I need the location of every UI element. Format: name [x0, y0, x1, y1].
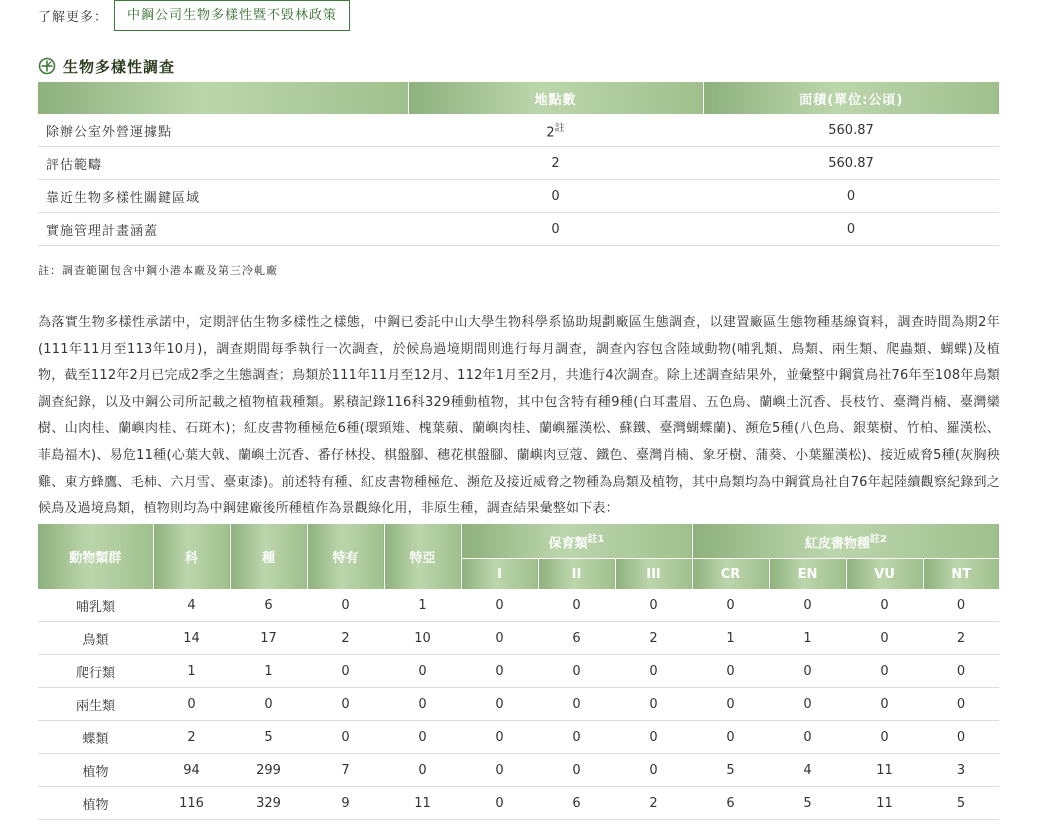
table-cell: 14: [153, 622, 230, 655]
table-cell: 0: [923, 589, 999, 622]
table-cell: 1: [769, 622, 846, 655]
subheader-cell: I: [461, 559, 538, 590]
row-label: 兩生類: [38, 688, 153, 721]
table-cell: 5: [769, 787, 846, 820]
table-cell: 5: [923, 787, 999, 820]
section-title: [38, 55, 175, 77]
table-cell: 4: [769, 754, 846, 787]
table-row: [38, 114, 999, 147]
table-cell: 0: [384, 655, 461, 688]
table-cell: 2: [923, 622, 999, 655]
table-cell: 5: [230, 721, 307, 754]
table-cell: 0: [230, 688, 307, 721]
table-cell: 0: [307, 721, 384, 754]
table-cell: 0: [384, 754, 461, 787]
table-cell: 0: [769, 721, 846, 754]
survey-sites-table: [38, 82, 999, 246]
table-cell: 17: [230, 622, 307, 655]
table-cell: 2: [615, 787, 692, 820]
table-cell: 0: [846, 721, 923, 754]
table-row: [38, 754, 999, 787]
table-cell: 0: [538, 655, 615, 688]
table-cell: 5: [692, 754, 769, 787]
table-cell: 1: [692, 622, 769, 655]
table-cell: 2: [153, 721, 230, 754]
table-cell: 0: [461, 655, 538, 688]
table-cell: 4: [153, 589, 230, 622]
row-label: 爬行類: [38, 655, 153, 688]
table-cell: 0: [461, 787, 538, 820]
site-count: 2: [408, 147, 703, 180]
table-cell: 11: [846, 787, 923, 820]
table-cell: 299: [230, 754, 307, 787]
table-cell: 329: [230, 787, 307, 820]
table-cell: 0: [692, 655, 769, 688]
species-table-body: [38, 589, 999, 820]
area-value: 560.87: [703, 147, 999, 180]
table-cell: 0: [769, 655, 846, 688]
table-cell: 6: [538, 787, 615, 820]
table-cell: 0: [615, 655, 692, 688]
row-label: 評估範疇: [38, 147, 408, 180]
site-count: $2^註$: [408, 114, 703, 147]
table-row: [38, 622, 999, 655]
row-label: 除辦公室外營運據點: [38, 114, 408, 147]
table-header-cell: 地點數: [408, 82, 703, 114]
row-label: 蝶類: [38, 721, 153, 754]
table-cell: 7: [307, 754, 384, 787]
subheader-cell: II: [538, 559, 615, 590]
row-label: 植物: [38, 754, 153, 787]
header-protected: 保育類$^{註1}$: [461, 524, 692, 559]
table-cell: 0: [538, 754, 615, 787]
leaf-circle-icon: [38, 57, 56, 75]
table-cell: 0: [692, 688, 769, 721]
table-cell: 0: [769, 688, 846, 721]
table-cell: 0: [769, 589, 846, 622]
header-group: 動物類群: [38, 524, 153, 589]
area-value: 0: [703, 180, 999, 213]
table-cell: 0: [461, 589, 538, 622]
table-cell: 0: [615, 688, 692, 721]
table-cell: 0: [461, 754, 538, 787]
table-row: [38, 213, 999, 246]
note-marker: 註2: [869, 534, 887, 546]
table-cell: 1: [230, 655, 307, 688]
table-cell: 9: [307, 787, 384, 820]
table-cell: 0: [846, 622, 923, 655]
table-cell: 1: [153, 655, 230, 688]
table-cell: 6: [692, 787, 769, 820]
section-title-text: 生物多樣性調查: [63, 57, 176, 76]
row-label: 靠近生物多樣性關鍵區域: [38, 180, 408, 213]
table-cell: 0: [461, 688, 538, 721]
table-row: [38, 787, 999, 820]
row-label: 鳥類: [38, 622, 153, 655]
table-cell: 11: [846, 754, 923, 787]
site-count: 0: [408, 213, 703, 246]
row-label: 實施管理計畫涵蓋: [38, 213, 408, 246]
subheader-cell: VU: [846, 559, 923, 590]
table-cell: 2: [307, 622, 384, 655]
table-cell: 0: [153, 688, 230, 721]
area-value: 0: [703, 213, 999, 246]
table-cell: 0: [615, 721, 692, 754]
subheader-cell: III: [615, 559, 692, 590]
table-row: [38, 655, 999, 688]
table-cell: 0: [384, 688, 461, 721]
table-cell: 2: [615, 622, 692, 655]
table-cell: 0: [923, 721, 999, 754]
table-header-cell: [38, 82, 408, 114]
header-family: 科: [153, 524, 230, 589]
species-summary-table: [38, 524, 999, 820]
table-cell: 0: [384, 721, 461, 754]
table-row: [38, 721, 999, 754]
table-cell: 0: [461, 622, 538, 655]
table-cell: 0: [692, 721, 769, 754]
table-cell: 94: [153, 754, 230, 787]
row-label: 哺乳類: [38, 589, 153, 622]
table-cell: 11: [384, 787, 461, 820]
table-cell: 10: [384, 622, 461, 655]
biodiversity-policy-link[interactable]: 中鋼公司生物多樣性暨不毀林政策: [114, 0, 350, 31]
table-cell: 0: [307, 589, 384, 622]
header-endemic: 特有: [307, 524, 384, 589]
table-row: [38, 180, 999, 213]
table-cell: 3: [923, 754, 999, 787]
table-cell: 0: [846, 655, 923, 688]
table-cell: 1: [384, 589, 461, 622]
table-cell: 0: [923, 655, 999, 688]
table-row: [38, 688, 999, 721]
subheader-cell: NT: [923, 559, 999, 590]
table-cell: 0: [615, 589, 692, 622]
table-cell: 0: [923, 688, 999, 721]
table-cell: 6: [538, 622, 615, 655]
table-cell: 0: [846, 589, 923, 622]
note-marker: 註1: [587, 534, 605, 546]
header-redbook: 紅皮書物種$^{註2}$: [692, 524, 999, 559]
area-value: 560.87: [703, 114, 999, 147]
table-cell: 0: [538, 688, 615, 721]
note-marker: 註: [554, 123, 565, 135]
table-cell: 0: [538, 589, 615, 622]
header-species: 種: [230, 524, 307, 589]
header-subendemic: 特亞: [384, 524, 461, 589]
table-cell: 0: [846, 688, 923, 721]
row-label: 植物: [38, 787, 153, 820]
table-cell: 0: [538, 721, 615, 754]
table-cell: 0: [307, 688, 384, 721]
subheader-cell: CR: [692, 559, 769, 590]
table-cell: 6: [230, 589, 307, 622]
table-cell: 0: [461, 721, 538, 754]
table-header-row: [38, 82, 999, 114]
table-header-row: [38, 524, 999, 559]
subheader-cell: EN: [769, 559, 846, 590]
table-cell: 0: [615, 754, 692, 787]
table-cell: 0: [307, 655, 384, 688]
table-cell: 116: [153, 787, 230, 820]
table-row: [38, 589, 999, 622]
table-cell: 0: [692, 589, 769, 622]
learn-more: [38, 0, 350, 30]
learn-more-label: 了解更多：: [38, 9, 109, 25]
table-header-cell: 面積(單位:公頃): [703, 82, 999, 114]
table-row: [38, 147, 999, 180]
table-note: 註：調查範圍包含中鋼小港本廠及第三冷軋廠: [38, 264, 278, 277]
survey-description: 為落實生物多樣性承諾中，定期評估生物多樣性之樣態，中鋼已委託中山大學生物科學系協助規劃廠區生態調查，以建置廠區生態物種基線資料，調查時間為期2年(111年11月至113年10月)，調查期間每季執行一次調查，於候鳥過境期間則進行每月調查，調查內容包含陸域動物(哺乳類、鳥類、兩生類、爬蟲類、蝴蝶)及植物，截至112年2月已完成2季之生態調查；鳥類於111年11月至12月、112年1月至2月，共進行4次調查。除上述調查結果外，並彙整中鋼賞鳥社76年至108年鳥類調查紀錄，以及中鋼公司所記載之植物植栽種類。累積記錄116科329種動植物，其中包含特有種9種(白耳畫眉、五色鳥、蘭嶼土沉香、長枝竹、臺灣肖楠、臺灣欒樹、山肉桂、蘭嶼肉桂、石斑木)；紅皮書物種極危6種(環頸雉、槐葉蘋、蘭嶼肉桂、蘭嶼羅漢松、蘇鐵、臺灣蝴蝶蘭)、瀕危5種(八色鳥、銀葉樹、竹柏、羅漢松、菲島福木)、易危11種(心葉大戟、蘭嶼土沉香、番仔林投、棋盤腳、穗花棋盤腳、蘭嶼肉豆蔻、鐵色、臺灣肖楠、象牙樹、蒲葵、小葉羅漢松)、接近威脅5種(灰胸秧雞、東方蜂鷹、毛柿、六月雪、臺東漆)。前述特有種、紅皮書物種極危、瀕危及接近威脅之物種為鳥類及植物，其中鳥類均為中鋼賞鳥社自76年起陸續觀察紀錄到之候鳥及過境鳥類，植物則均為中鋼建廠後所種植作為景觀綠化用，非原生種，調查結果彙整如下表：: [38, 315, 1000, 517]
site-count: 0: [408, 180, 703, 213]
